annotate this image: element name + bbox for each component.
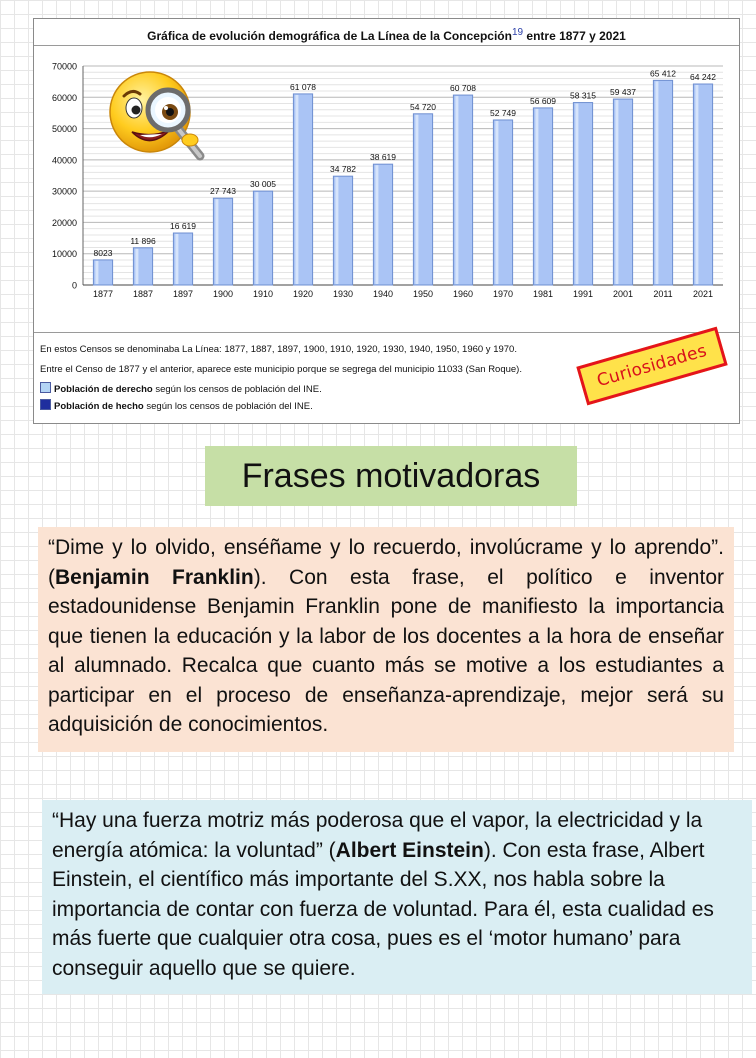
bar-value-label: 59 437 [610, 87, 636, 98]
legend-item-hecho [40, 399, 313, 412]
quote-einstein [42, 800, 752, 994]
bar-highlight [215, 199, 218, 284]
x-tick-label: 1950 [412, 289, 434, 299]
chart-title-reference[interactable]: 19 [511, 27, 524, 38]
bar-value-label: 30 005 [250, 179, 276, 190]
quote-franklin [38, 527, 734, 752]
x-tick-label: 1991 [572, 289, 594, 299]
x-tick-label: 1970 [492, 289, 514, 299]
bar-highlight [415, 115, 418, 284]
bar-highlight [335, 177, 338, 284]
note-census-names: En estos Censos se denominaba La Línea: 1877, 1887, 1897, 1900, 1910, 1920, 1930, 1940, 1950, 1960 y 1970. [40, 344, 517, 355]
bar-highlight [95, 261, 98, 284]
legend-label-hecho: Población de hecho [54, 401, 144, 412]
bar-highlight [175, 234, 178, 284]
bar-highlight [695, 85, 698, 284]
x-tick-label: 1920 [292, 289, 314, 299]
chart-title-suffix: entre 1877 y 2021 [523, 29, 626, 43]
x-tick-label: 1887 [132, 289, 154, 299]
quote-einstein-open: “Hay una fuerza motriz más poderosa que el vapor, la electricidad y la energía atómica: la voluntad” ( [52, 809, 703, 862]
bar-value-label: 56 609 [530, 95, 556, 106]
bar-highlight [655, 81, 658, 284]
bar-value-label: 52 749 [490, 107, 516, 118]
chart-title-prefix: Gráfica de evolución demográfica de La Línea de la Concepción [147, 29, 512, 43]
quote-franklin-author: Benjamin Franklin [55, 565, 254, 589]
y-tick-label: 30000 [51, 186, 77, 197]
bar-value-label: 16 619 [170, 221, 196, 232]
bar-highlight [575, 104, 578, 284]
bar-chart [34, 19, 739, 332]
x-tick-label: 1981 [532, 289, 554, 299]
x-tick-label: 2021 [692, 289, 714, 299]
y-tick-label: 60000 [51, 92, 77, 103]
legend-label-derecho: Población de derecho [54, 384, 153, 395]
bar-highlight [455, 96, 458, 284]
bar-highlight [375, 165, 378, 284]
magnifying-glass-emoji-icon [106, 68, 216, 168]
x-tick-label: 1897 [172, 289, 194, 299]
quote-franklin-rest: ). Con esta frase, el político e inventor estadounidense Benjamin Franklin pone de manifiesto la importancia que tienen la educación y la labor de los docentes a la hora de enseñar al alumnado. Recalca que cuanto más se motive a los estudiantes a participar en el proceso de enseñanza-aprendizaje, mejor será su adquisición de conocimientos. [48, 565, 724, 736]
legend-swatch-hecho [40, 399, 51, 410]
x-tick-label: 1900 [212, 289, 234, 299]
legend-text-derecho: según los censos de población del INE. [152, 384, 322, 395]
bar-value-label: 8023 [93, 247, 113, 258]
x-tick-label: 1960 [452, 289, 474, 299]
bar-value-label: 27 743 [210, 186, 236, 197]
y-tick-label: 40000 [51, 155, 77, 166]
bar-value-label: 58 315 [570, 90, 596, 101]
note-segregation: Entre el Censo de 1877 y el anterior, aparece este municipio porque se segrega del municipio 11033 (San Roque). [40, 364, 522, 375]
quote-franklin-open: “Dime y lo olvido, enséñame y lo recuerdo, involúcrame y lo aprendo”. ( [48, 536, 724, 589]
quote-einstein-author: Albert Einstein [335, 838, 484, 862]
x-tick-label: 1877 [92, 289, 114, 299]
y-tick-label: 0 [71, 280, 77, 291]
y-tick-label: 70000 [51, 61, 77, 72]
bar-highlight [295, 95, 298, 284]
bar-value-label: 11 896 [130, 235, 156, 246]
bar-highlight [495, 121, 498, 284]
bar-value-label: 38 619 [370, 152, 396, 163]
legend-swatch-derecho [40, 382, 51, 393]
legend-item-derecho [40, 382, 322, 395]
quote-einstein-rest: ). Con esta frase, Albert Einstein, el científico más importante del S.XX, nos habla sobre la importancia de contar con fuerza de voluntad. Para él, esta cualidad es más fuerte que cualquier otra cosa, pues es el ‘motor humano’ para conseguir aquello que se quiere. [52, 838, 714, 980]
x-tick-label: 2011 [653, 289, 673, 299]
bar-value-label: 64 242 [690, 72, 716, 83]
curiosidades-sticker: Curiosidades [576, 327, 727, 406]
y-tick-label: 10000 [51, 249, 77, 260]
x-tick-label: 2001 [612, 289, 634, 299]
bar-value-label: 60 708 [450, 83, 476, 94]
x-tick-label: 1930 [332, 289, 354, 299]
x-tick-label: 1910 [252, 289, 274, 299]
x-tick-label: 1940 [372, 289, 394, 299]
bar-value-label: 65 412 [650, 68, 676, 79]
y-tick-label: 20000 [51, 217, 77, 228]
bar-value-label: 54 720 [410, 101, 436, 112]
bar-highlight [615, 100, 618, 284]
bar-highlight [135, 249, 138, 284]
y-tick-label: 50000 [51, 124, 77, 135]
bar-value-label: 61 078 [290, 81, 316, 92]
legend-text-hecho: según los censos de población del INE. [143, 401, 313, 412]
bar-value-label: 34 782 [330, 164, 356, 175]
bar-highlight [255, 192, 258, 284]
bar-highlight [535, 109, 538, 284]
section-heading: Frases motivadoras [205, 446, 577, 506]
